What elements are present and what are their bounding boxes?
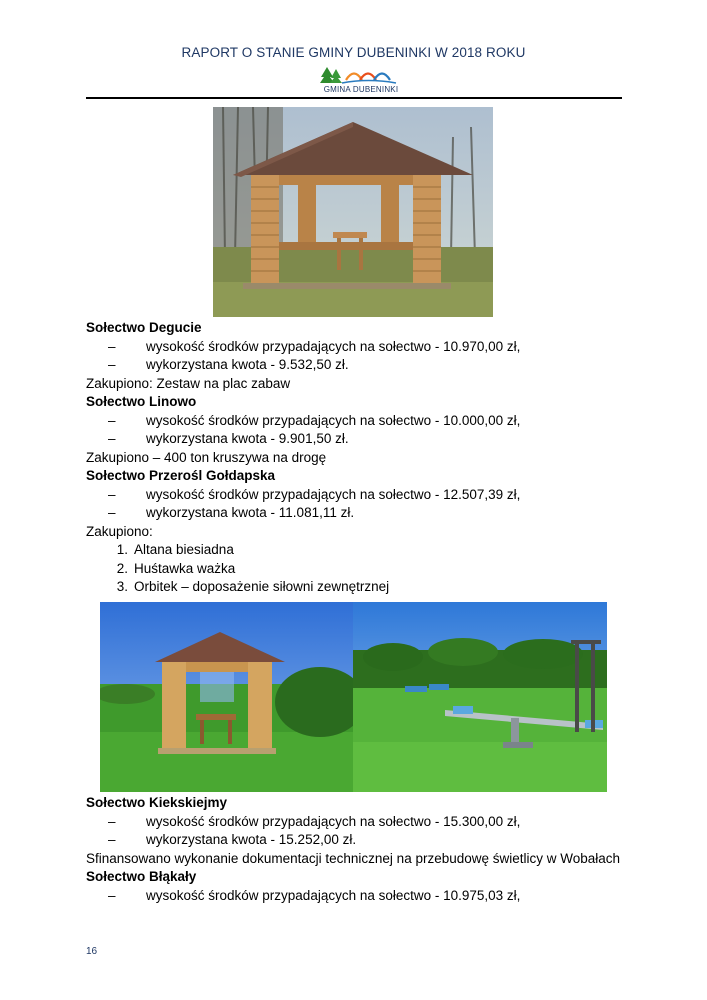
purchase-note: Zakupiono – 400 ton kruszywa na drogę [86,449,327,465]
dash-marker: – [108,412,116,428]
bullet-text: wykorzystana kwota - 11.081,11 zł. [146,505,355,520]
list-item [86,831,622,850]
section-title-przerosl: Sołectwo Przerośl Gołdapska [86,468,276,483]
list-item [86,813,622,832]
dash-marker: – [108,338,116,354]
text-block-2 [86,794,622,905]
section-title-kiekskiejmy: Sołectwo Kiekskiejmy [86,795,228,810]
dash-marker: – [108,887,116,903]
item-number: 3. [116,579,128,594]
dash-marker: – [108,357,116,372]
item-number: 1. [116,542,128,557]
list-item [86,887,622,906]
page-number: 16 [86,946,98,957]
purchase-note: Zakupiono: [86,523,153,539]
bullet-text: wysokość środków przypadających na sołectwo - 10.000,00 zł, [146,412,521,428]
dash-marker: – [108,486,116,502]
item-text: Altana biesiadna [134,542,234,557]
text-block-1 [86,319,622,597]
gmina-logo [318,65,404,95]
page-header-title: RAPORT O STANIE GMINY DUBENINKI W 2018 ROKU [181,45,526,60]
section-title-linowo: Sołectwo Linowo [86,394,197,409]
list-item [86,412,622,431]
bullet-text: wysokość środków przypadających na sołectwo - 10.975,03 zł, [146,887,521,903]
bullet-text: wysokość środków przypadających na sołectwo - 15.300,00 zł, [146,813,521,829]
numbered-item [86,578,622,597]
section-title-degucie: Sołectwo Degucie [86,320,202,335]
bullet-text: wykorzystana kwota - 9.901,50 zł. [146,431,349,446]
bullet-text: wykorzystana kwota - 9.532,50 zł. [146,357,349,372]
gazebo-lawn-photo [100,602,353,792]
bullet-text: wysokość środków przypadających na sołectwo - 12.507,39 zł, [146,486,521,502]
numbered-item [86,560,622,579]
funding-note: Sfinansowano wykonanie dokumentacji technicznej na przebudowę świetlicy w Wobałach [86,850,621,866]
item-text: Orbitek – doposażenie siłowni zewnętrznej [134,579,390,594]
header-divider [86,97,622,99]
dash-marker: – [108,813,116,829]
dash-marker: – [108,431,116,446]
list-item [86,504,622,523]
bullet-text: wysokość środków przypadających na sołectwo - 10.970,00 zł, [146,338,521,354]
list-item [86,430,622,449]
dash-marker: – [108,832,116,847]
list-item [86,486,622,505]
logo-graphic [318,65,404,87]
gazebo-photo [213,107,493,317]
numbered-item [86,541,622,560]
purchase-note: Zakupiono: Zestaw na plac zabaw [86,375,291,391]
list-item [86,338,622,357]
item-text: Huśtawka ważka [134,560,236,576]
section-title-blakaly: Sołectwo Błąkały [86,869,197,884]
item-number: 2. [116,560,128,576]
playground-photo [353,602,607,792]
dash-marker: – [108,505,116,520]
logo-text: GMINA DUBENINKI [323,85,399,94]
bullet-text: wykorzystana kwota - 15.252,00 zł. [146,832,357,847]
list-item [86,356,622,375]
